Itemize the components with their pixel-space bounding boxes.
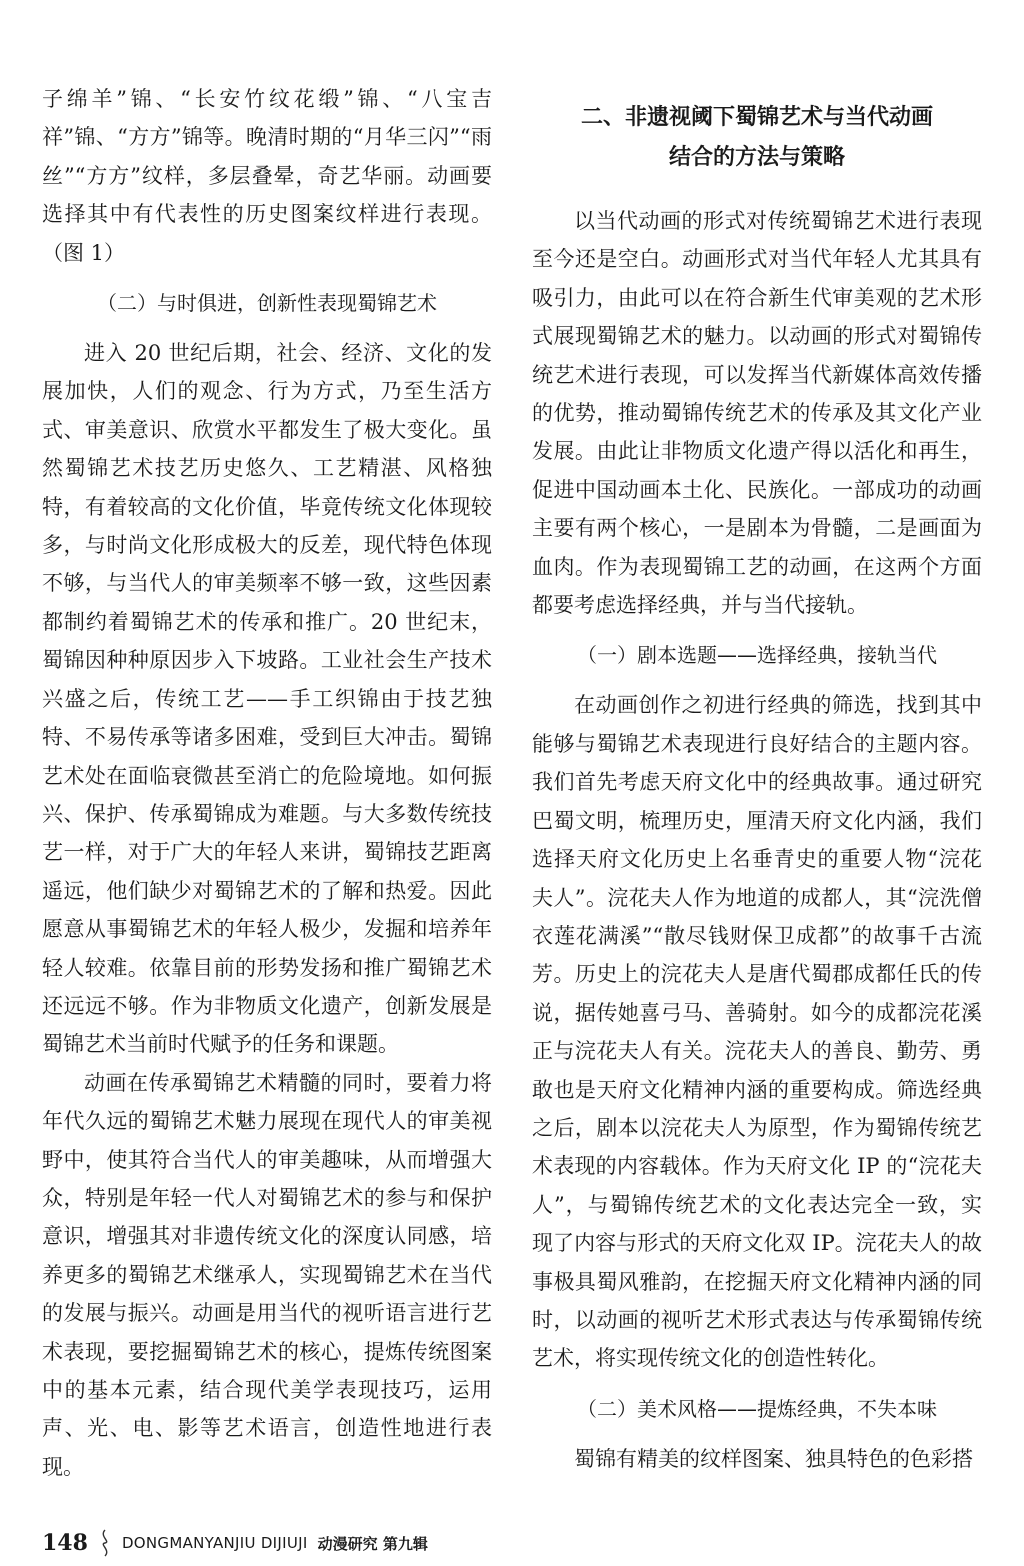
- paragraph: 以当代动画的形式对传统蜀锦艺术进行表现至今还是空白。动画形式对当代年轻人尤其具有吸引力，由此可以在符合新生代审美观的艺术形式展现蜀锦艺术的魅力。以动画的形式对蜀锦传统艺术进行表现，可以发挥当代新媒体高效传播的优势，推动蜀锦传统艺术的传承及其文化产业发展。由此让非物质文化遗产得以活化和再生，促进中国动画本土化、民族化。一部成功的动画主要有两个核心，一是剧本为骨髓，二是画面为血肉。作为表现蜀锦工艺的动画，在这两个方面都要考虑选择经典，并与当代接轨。: [532, 209, 982, 618]
- paragraph: 子绵羊”锦、“长安竹纹花缎”锦、“八宝吉祥”锦、“方方”锦等。晚清时期的“月华三闪”“雨丝”“方方”纹样，多层叠晕，奇艺华丽。动画要选择其中有代表性的历史图案纹样进行表现。（图 1）: [42, 87, 492, 265]
- section-title-line-2: 结合的方法与策略: [668, 145, 845, 170]
- paragraph: 蜀锦有精美的纹样图案、独具特色的色彩搭: [574, 1446, 973, 1471]
- right-column: [532, 98, 982, 1478]
- left-column: [42, 80, 492, 1486]
- paragraph: 动画在传承蜀锦艺术精髓的同时，要着力将年代久远的蜀锦艺术魅力展现在现代人的审美视野中，使其符合当代人的审美趣味，从而增强大众，特别是年轻一代人对蜀锦艺术的参与和保护意识，增强其对非遗传统文化的深度认同感，培养更多的蜀锦艺术继承人，实现蜀锦艺术在当代的发展与振兴。动画是用当代的视听语言进行艺术表现，要挖掘蜀锦艺术的核心，提炼传统图案中的基本元素，结合现代美学表现技巧，运用声、光、电、影等艺术语言，创造性地进行表现。: [42, 1070, 492, 1479]
- subheading: （二）美术风格——提炼经典，不失本味: [577, 1396, 937, 1421]
- journal-name-pinyin: DONGMANYANJIU DIJIUJI: [121, 1534, 308, 1552]
- subheading: （一）剧本选题——选择经典，接轨当代: [577, 643, 937, 668]
- subheading: （二）与时俱进，创新性表现蜀锦艺术: [97, 291, 437, 316]
- paragraph: 在动画创作之初进行经典的筛选，找到其中能够与蜀锦艺术表现进行良好结合的主题内容。我们首先考虑天府文化中的经典故事。通过研究巴蜀文明，梳理历史，厘清天府文化内涵，我们选择天府文化历史上名垂青史的重要人物“浣花夫人”。浣花夫人作为地道的成都人，其“浣洗僧衣莲花满溪”“散尽钱财保卫成都”的故事千古流芳。历史上的浣花夫人是唐代蜀郡成都任氏的传说，据传她喜弓马、善骑射。如今的成都浣花溪正与浣花夫人有关。浣花夫人的善良、勤劳、勇敢也是天府文化精神内涵的重要构成。筛选经典之后，剧本以浣花夫人为原型，作为蜀锦传统艺术表现的内容载体。作为天府文化 IP 的“浣花夫人”，与蜀锦传统艺术的文化表达完全一致，实现了内容与形式的天府文化双 IP。浣花夫人的故事极具蜀风雅韵，在挖掘天府文化精神内涵的同时，以动画的视听艺术形式表达与传承蜀锦传统艺术，将实现传统文化的创造性转化。: [532, 693, 982, 1371]
- ornament-icon: [98, 1529, 112, 1557]
- page-footer: [42, 1528, 428, 1558]
- section-title-line-1: 二、非遗视阈下蜀锦艺术与当代动画: [580, 105, 933, 130]
- section-title: [532, 98, 982, 178]
- page-number: 148: [42, 1530, 88, 1556]
- paragraph: 进入 20 世纪后期，社会、经济、文化的发展加快，人们的观念、行为方式，乃至生活方式、审美意识、欣赏水平都发生了极大变化。虽然蜀锦艺术技艺历史悠久、工艺精湛、风格独特，有着较高的文化价值，毕竟传统文化体现较多，与时尚文化形成极大的反差，现代特色体现不够，与当代人的审美频率不够一致，这些因素都制约着蜀锦艺术的传承和推广。20 世纪末，蜀锦因种种原因步入下坡路。工业社会生产技术兴盛之后，传统工艺——手工织锦由于技艺独特、不易传承等诸多困难，受到巨大冲击。蜀锦艺术处在面临衰微甚至消亡的危险境地。如何振兴、保护、传承蜀锦成为难题。与大多数传统技艺一样，对于广大的年轻人来讲，蜀锦技艺距离遥远，他们缺少对蜀锦艺术的了解和热爱。因此愿意从事蜀锦艺术的年轻人极少，发掘和培养年轻人较难。依靠目前的形势发扬和推广蜀锦艺术还远远不够。作为非物质文化遗产，创新发展是蜀锦艺术当前时代赋予的任务和课题。: [42, 341, 492, 1057]
- journal-name: 动漫研究 第九辑: [317, 1534, 428, 1553]
